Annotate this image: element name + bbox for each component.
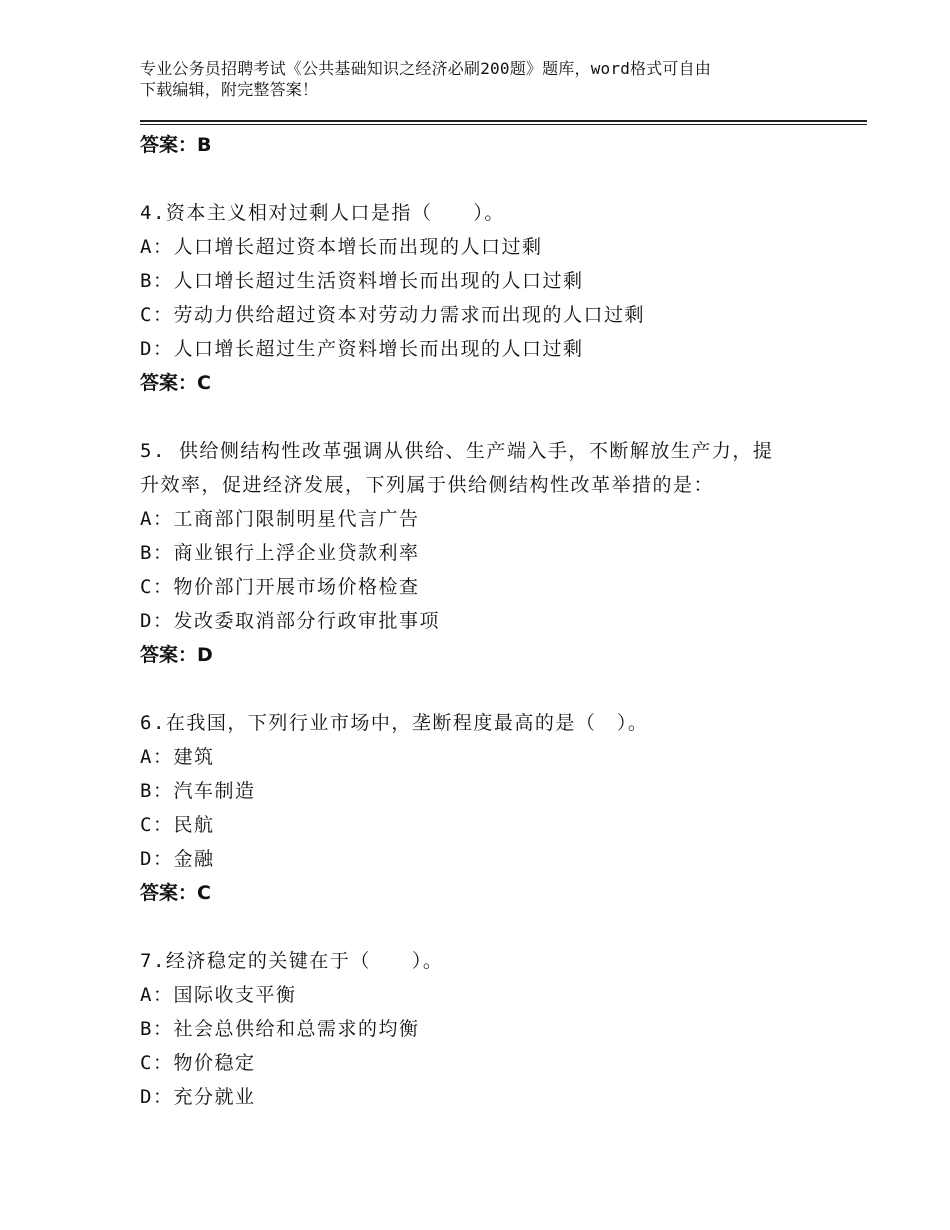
header-divider-thick [140, 120, 867, 122]
question-7 [140, 944, 820, 1114]
option-a: A：工商部门限制明星代言广告 [140, 508, 420, 530]
option-d: D：发改委取消部分行政审批事项 [140, 610, 440, 632]
answer-q3: 答案：B [140, 134, 212, 156]
header-line-2: 下载编辑，附完整答案！ [140, 80, 319, 99]
question-stem-line-1: 5. 供给侧结构性改革强调从供给、生产端入手，不断解放生产力，提 [140, 440, 774, 462]
header-line-1: 专业公务员招聘考试《公共基础知识之经济必刷200题》题库，word格式可自由 [140, 59, 712, 78]
option-c: C：民航 [140, 814, 215, 836]
question-6 [140, 706, 820, 910]
option-d: D：人口增长超过生产资料增长而出现的人口过剩 [140, 338, 584, 360]
header-divider-thin [140, 124, 867, 125]
option-b: B：商业银行上浮企业贷款利率 [140, 542, 420, 564]
question-content [140, 128, 820, 1114]
option-a: A：国际收支平衡 [140, 984, 297, 1006]
option-c: C：物价稳定 [140, 1052, 256, 1074]
option-c: C：物价部门开展市场价格检查 [140, 576, 420, 598]
option-b: B：人口增长超过生活资料增长而出现的人口过剩 [140, 270, 584, 292]
option-a: A：建筑 [140, 746, 215, 768]
option-b: B：社会总供给和总需求的均衡 [140, 1018, 420, 1040]
question-stem-line-2: 升效率，促进经济发展，下列属于供给侧结构性改革举措的是： [140, 474, 715, 496]
question-5 [140, 434, 820, 672]
page-header [140, 58, 820, 100]
question-stem: 4.资本主义相对过剩人口是指（ ）。 [140, 202, 505, 224]
answer-q6: 答案：C [140, 882, 211, 904]
question-stem: 6.在我国，下列行业市场中，垄断程度最高的是（ ）。 [140, 712, 649, 734]
option-d: D：充分就业 [140, 1086, 256, 1108]
question-4 [140, 196, 820, 400]
option-d: D：金融 [140, 848, 215, 870]
option-c: C：劳动力供给超过资本对劳动力需求而出现的人口过剩 [140, 304, 645, 326]
answer-q5: 答案：D [140, 644, 213, 666]
answer-q4: 答案：C [140, 372, 211, 394]
option-b: B：汽车制造 [140, 780, 256, 802]
question-stem: 7.经济稳定的关键在于（ ）。 [140, 950, 444, 972]
option-a: A：人口增长超过资本增长而出现的人口过剩 [140, 236, 543, 258]
